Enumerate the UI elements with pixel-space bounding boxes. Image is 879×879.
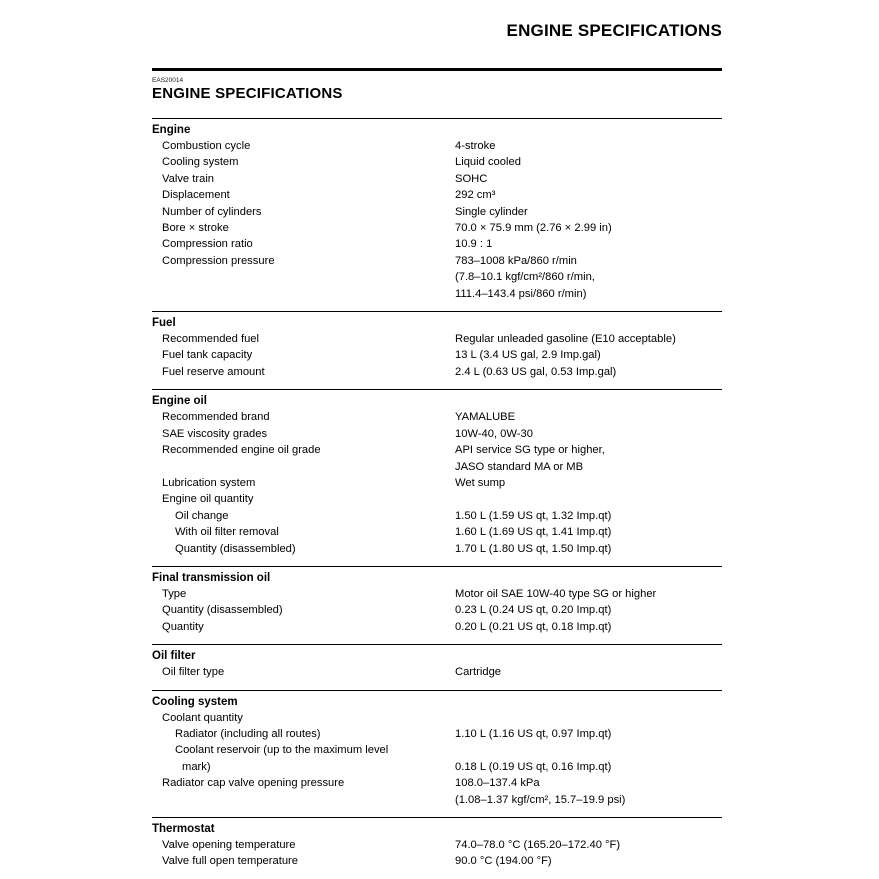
spec-line	[152, 475, 722, 491]
spec-label: With oil filter removal	[175, 526, 279, 539]
section-reference-code: EAS20014	[152, 77, 184, 84]
spec-value: YAMALUBE	[455, 411, 516, 424]
spec-line	[152, 269, 722, 285]
section-title: Final transmission oil	[152, 571, 271, 584]
spec-label	[152, 269, 455, 285]
spec-value: 10W-40, 0W-30	[455, 427, 533, 440]
section-title: Engine	[152, 124, 191, 136]
spec-line	[152, 331, 722, 347]
spec-section	[152, 389, 722, 566]
section-title: Cooling system	[152, 695, 238, 708]
running-header-title: ENGINE SPECIFICATIONS	[506, 21, 722, 40]
spec-value: Single cylinder	[455, 205, 528, 218]
spec-value: Regular unleaded gasoline (E10 acceptable)	[455, 333, 676, 346]
spec-value	[455, 742, 722, 758]
spec-value: 1.70 L (1.80 US qt, 1.50 Imp.qt)	[455, 542, 612, 555]
spec-line	[152, 138, 722, 154]
spec-label: Bore × stroke	[162, 222, 229, 235]
spec-label	[152, 286, 455, 302]
spec-label: Quantity	[162, 620, 204, 633]
spec-label: Compression ratio	[162, 238, 253, 251]
spec-label: Recommended fuel	[162, 333, 260, 346]
spec-label: Quantity (disassembled)	[175, 542, 296, 555]
spec-label: Recommended brand	[162, 411, 270, 424]
spec-label: Lubrication system	[162, 476, 256, 489]
spec-value: Wet sump	[455, 476, 506, 489]
section-lines	[152, 331, 722, 380]
spec-line	[152, 220, 722, 236]
spec-value	[455, 491, 722, 507]
section-lines	[152, 586, 722, 635]
spec-value: 108.0–137.4 kPa	[455, 777, 540, 790]
spec-line	[152, 775, 722, 791]
spec-line	[152, 664, 722, 680]
spec-label: mark)	[182, 760, 211, 773]
spec-value: 783–1008 kPa/860 r/min	[455, 254, 577, 267]
spec-value: 13 L (3.4 US gal, 2.9 Imp.gal)	[455, 349, 601, 362]
spec-value: API service SG type or higher,	[455, 444, 605, 457]
spec-line	[152, 710, 722, 726]
spec-section	[152, 817, 722, 879]
spec-value: 2.4 L (0.63 US gal, 0.53 Imp.gal)	[455, 365, 617, 378]
spec-line	[152, 853, 722, 869]
spec-value: 1.50 L (1.59 US qt, 1.32 Imp.qt)	[455, 509, 612, 522]
spec-value: 0.18 L (0.19 US qt, 0.16 Imp.qt)	[455, 760, 612, 773]
spec-label: Fuel tank capacity	[162, 349, 253, 362]
section-title: Oil filter	[152, 650, 196, 663]
spec-line	[152, 409, 722, 425]
spec-value: Motor oil SAE 10W-40 type SG or higher	[455, 587, 657, 600]
spec-line	[152, 837, 722, 853]
spec-section	[152, 311, 722, 389]
spec-line	[152, 508, 722, 524]
spec-value: (7.8–10.1 kgf/cm²/860 r/min,	[455, 271, 595, 284]
spec-line	[152, 459, 722, 475]
spec-label: Cooling system	[162, 156, 239, 169]
spec-value: 1.60 L (1.69 US qt, 1.41 Imp.qt)	[455, 526, 612, 539]
spec-value: 10.9 : 1	[455, 238, 493, 251]
spec-label: SAE viscosity grades	[162, 427, 268, 440]
spec-label: Type	[162, 587, 187, 600]
spec-line	[152, 586, 722, 602]
spec-line	[152, 541, 722, 557]
spec-label: Radiator (including all routes)	[175, 727, 321, 740]
spec-line	[152, 253, 722, 269]
spec-label: Radiator cap valve opening pressure	[162, 777, 345, 790]
section-title: Fuel	[152, 317, 176, 330]
spec-label: Quantity (disassembled)	[162, 604, 283, 617]
spec-line	[152, 286, 722, 302]
spec-label: Number of cylinders	[162, 205, 262, 218]
spec-line	[152, 759, 722, 775]
spec-label: Oil change	[175, 509, 229, 522]
section-lines	[152, 710, 722, 808]
page-title: ENGINE SPECIFICATIONS	[152, 85, 343, 102]
spec-line	[152, 187, 722, 203]
spec-line	[152, 154, 722, 170]
spec-label: Compression pressure	[162, 254, 275, 267]
section-lines	[152, 138, 722, 302]
section-lines	[152, 409, 722, 557]
section-lines	[152, 664, 722, 680]
spec-label: Fuel reserve amount	[162, 365, 265, 378]
spec-label: Valve opening temperature	[162, 839, 296, 851]
page-content	[152, 0, 722, 879]
spec-line	[152, 726, 722, 742]
spec-value: 0.23 L (0.24 US qt, 0.20 Imp.qt)	[455, 604, 612, 617]
spec-line	[152, 236, 722, 252]
spec-section	[152, 690, 722, 817]
spec-line	[152, 491, 722, 507]
spec-value: 90.0 °C (194.00 °F)	[455, 855, 552, 868]
spec-label	[152, 792, 455, 808]
spec-value: (1.08–1.37 kgf/cm², 15.7–19.9 psi)	[455, 793, 626, 806]
section-lines	[152, 837, 722, 870]
spec-value	[455, 710, 722, 726]
spec-label: Oil filter type	[162, 666, 225, 679]
spec-line	[152, 442, 722, 458]
spec-value: SOHC	[455, 172, 488, 185]
header-divider-rule	[152, 68, 722, 71]
section-title: Thermostat	[152, 823, 215, 835]
spec-line	[152, 742, 722, 758]
spec-value: Cartridge	[455, 666, 502, 679]
spec-value: 292 cm³	[455, 189, 496, 202]
spec-sections	[152, 118, 722, 879]
spec-label: Coolant quantity	[162, 711, 243, 724]
spec-line	[152, 364, 722, 380]
spec-line	[152, 602, 722, 618]
spec-value: 0.20 L (0.21 US qt, 0.18 Imp.qt)	[455, 620, 612, 633]
spec-label: Engine oil quantity	[162, 493, 254, 506]
spec-label: Coolant reservoir (up to the maximum level	[175, 744, 389, 757]
spec-label: Recommended engine oil grade	[162, 444, 321, 457]
spec-line	[152, 524, 722, 540]
spec-section	[152, 118, 722, 311]
spec-label: Displacement	[162, 189, 230, 202]
spec-label: Combustion cycle	[162, 140, 251, 152]
spec-value: 111.4–143.4 psi/860 r/min)	[455, 287, 587, 300]
spec-value: 1.10 L (1.16 US qt, 0.97 Imp.qt)	[455, 727, 612, 740]
spec-line	[152, 171, 722, 187]
spec-line	[152, 792, 722, 808]
spec-line	[152, 347, 722, 363]
spec-section	[152, 644, 722, 689]
spec-value: Liquid cooled	[455, 156, 521, 169]
spec-value: 4-stroke	[455, 140, 496, 152]
section-title: Engine oil	[152, 395, 207, 408]
spec-value: JASO standard MA or MB	[455, 460, 584, 473]
spec-value: 70.0 × 75.9 mm (2.76 × 2.99 in)	[455, 222, 612, 235]
spec-section	[152, 566, 722, 644]
spec-label: Valve train	[162, 172, 215, 185]
spec-line	[152, 619, 722, 635]
spec-label	[152, 459, 455, 475]
spec-line	[152, 204, 722, 220]
spec-value: 74.0–78.0 °C (165.20–172.40 °F)	[455, 839, 621, 851]
spec-label: Valve full open temperature	[162, 855, 298, 868]
spec-line	[152, 426, 722, 442]
